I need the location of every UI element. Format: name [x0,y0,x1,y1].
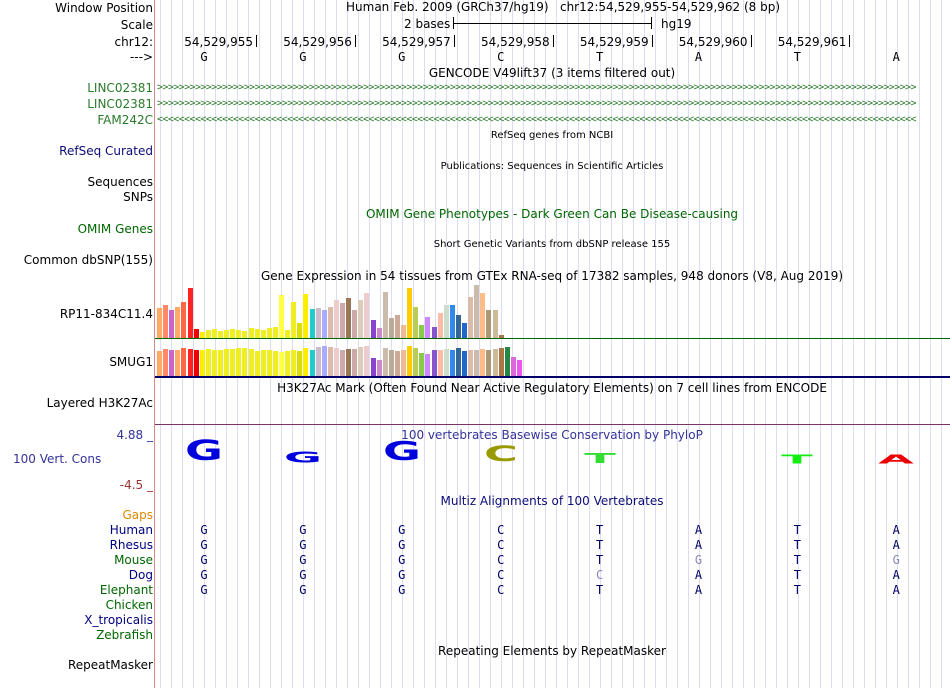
gtex-tissue-bar[interactable] [285,351,290,376]
gtex-tissue-bar[interactable] [358,347,363,376]
position-title [346,0,780,14]
multiz-track-title[interactable]: Multiz Alignments of 100 Vertebrates [440,494,664,508]
gtex-tissue-bar[interactable] [297,351,302,376]
gtex-tissue-bar[interactable] [505,347,510,376]
reference-base: A [892,50,900,64]
gtex-tissue-bar[interactable] [456,348,461,376]
phylop-base-letter: G [283,449,322,467]
gtex-tissue-bar[interactable] [517,360,522,376]
multiz-species-label[interactable]: Chicken [105,598,153,612]
strand-label: ---> [129,50,153,64]
phylop-base-letter: T [583,451,616,467]
gtex-tissue-bar[interactable] [395,315,400,338]
gtex-tissue-bar[interactable] [322,346,327,376]
assembly-name: Human Feb. 2009 (GRCh37/hg19) [346,0,549,14]
dbsnp-track-title[interactable]: Short Genetic Variants from dbSNP release 155 [433,239,671,250]
repeatmasker-label[interactable]: RepeatMasker [67,658,153,672]
reference-base: T [793,50,802,64]
gene-label-linc02381-1[interactable]: LINC02381 [87,81,153,95]
multiz-base: C [595,568,604,582]
gtex-tissue-bar[interactable] [297,323,302,338]
coordinate-label: 54,529,961 [777,35,847,49]
reference-base: G [398,50,406,64]
gtex-tissue-bar[interactable] [468,350,473,376]
reference-base: G [200,50,208,64]
h3k27ac-label[interactable]: Layered H3K27Ac [46,396,153,410]
gtex-tissue-bar[interactable] [279,352,284,376]
gtex-tissue-bar[interactable] [206,330,211,338]
gtex-tissue-bar[interactable] [230,349,235,376]
gtex-tissue-bar[interactable] [255,329,260,338]
gtex-tissue-bar[interactable] [303,348,308,376]
coordinate-label: 54,529,959 [579,35,649,49]
gtex-tissue-bar[interactable] [468,297,473,338]
gtex-tissue-bar[interactable] [157,351,162,376]
coordinate-label: 54,529,955 [184,35,253,49]
gtex-tissue-bar[interactable] [493,310,498,338]
multiz-base: A [694,538,703,552]
gtex-tissue-bar[interactable] [346,349,351,376]
multiz-base: G [299,553,307,567]
phylop-base-letter: A [878,452,915,467]
gtex-tissue-bar[interactable] [340,303,345,338]
multiz-base: A [694,568,703,582]
gtex-tissue-bar[interactable] [419,353,424,376]
multiz-base: C [497,553,505,567]
gtex-tissue-bar[interactable] [358,300,363,338]
multiz-base: A [892,538,900,552]
coordinate-tick [849,35,850,47]
gtex-tissue-bar[interactable] [169,350,174,376]
multiz-base: A [892,583,900,597]
gtex-tissue-bar[interactable] [236,330,241,338]
gtex-tissue-bar[interactable] [340,350,345,376]
gtex-tissue-bar[interactable] [194,350,199,376]
dbsnp-label[interactable]: Common dbSNP(155) [23,253,153,267]
multiz-species-label[interactable]: Mouse [114,553,153,567]
omim-track-title[interactable]: OMIM Gene Phenotypes - Dark Green Can Be Disease-causing [365,207,739,221]
multiz-base: C [497,583,505,597]
gtex-tissue-bar[interactable] [432,327,437,338]
gtex-tissue-bar[interactable] [438,313,443,338]
gtex-tissue-bar[interactable] [273,351,278,376]
gtex-tissue-bar[interactable] [474,285,479,338]
publications-track-title[interactable]: Publications: Sequences in Scientific Articles [440,161,664,172]
gtex-tissue-bar[interactable] [175,307,180,338]
multiz-base: A [694,523,703,537]
gtex-tissue-bar[interactable] [316,308,321,338]
refseq-track-title[interactable]: RefSeq genes from NCBI [490,130,614,141]
reference-base: G [299,50,307,64]
gtex-tissue-bar[interactable] [163,349,168,376]
gtex-tissue-bar[interactable] [334,300,339,338]
gtex-tissue-bar[interactable] [334,348,339,376]
multiz-base: G [398,568,406,582]
phylop-min-label: -4.5 _ [119,478,153,492]
multiz-base: T [793,568,802,582]
gtex-tissue-bar[interactable] [279,295,284,338]
multiz-base: T [595,583,604,597]
gtex-tissue-bar[interactable] [377,328,382,338]
multiz-base: A [694,583,703,597]
coordinate-tick [751,35,752,47]
gtex-tissue-bar[interactable] [212,350,217,376]
gtex-tissue-bar[interactable] [401,325,406,338]
refseq-label[interactable]: RefSeq Curated [59,144,153,158]
gtex-tissue-bar[interactable] [371,320,376,338]
coordinate-tick [355,35,356,47]
gene-label-linc02381-2[interactable]: LINC02381 [87,97,153,111]
multiz-base: C [497,523,505,537]
gtex-tissue-bar[interactable] [310,350,315,376]
gtex-tissue-bar[interactable] [322,310,327,338]
gtex-tissue-bar[interactable] [499,348,504,376]
multiz-base: C [497,538,505,552]
gtex-tissue-bar[interactable] [407,346,412,376]
gtex-tissue-bar[interactable] [456,315,461,338]
gtex-tissue-bar[interactable] [242,348,247,376]
gtex-tissue-bar[interactable] [255,351,260,376]
gtex-tissue-bar[interactable] [328,347,333,376]
phylop-base-letter: C [483,443,518,467]
gtex-tissue-bar[interactable] [267,328,272,338]
gtex-tissue-bar[interactable] [389,318,394,338]
gene-fam242c-arrows[interactable]: <<<<<<<<<<<<<<<<<<<<<<<<<<<<<<<<<<<<<<<<<<<<<<<<<<<<<<<<<<<<<<<<<<<<<<<<<<<<<<<<<<<<<<<<<<<<<<<<<<<<<<<<<<<<<<<<<<<<<<<<<<<<<<<<<<<<<<<<<<<< [157,115,916,125]
gtex-tissue-bar[interactable] [352,310,357,338]
multiz-species-label[interactable]: Human [109,523,153,537]
gene-label-fam242c[interactable]: FAM242C [97,113,153,127]
gtex-tissue-bar[interactable] [371,358,376,376]
scale-label: Scale [120,18,153,32]
gencode-track-title[interactable]: GENCODE V49lift37 (3 items filtered out) [428,66,676,80]
repeatmasker-track-title[interactable]: Repeating Elements by RepeatMasker [438,644,666,658]
coordinate-label: 54,529,957 [382,35,451,49]
gtex-tissue-bar[interactable] [401,350,406,376]
coordinate-tick [454,35,455,47]
gtex-tissue-bar[interactable] [194,329,199,338]
phylop-base-letter: G [382,437,421,468]
reference-base: T [595,50,604,64]
gtex-tissue-bar[interactable] [480,293,485,338]
gtex-tissue-bar[interactable] [218,350,223,376]
coordinate-tick [256,35,257,47]
gtex-tissue-bar[interactable] [364,346,369,376]
gtex-tissue-bar[interactable] [316,347,321,376]
gtex-tissue-bar[interactable] [249,349,254,376]
scale-text: 2 bases [404,17,451,31]
multiz-base: G [299,523,307,537]
multiz-base: G [694,553,703,567]
gtex-tissue-bar[interactable] [425,317,430,338]
multiz-species-label[interactable]: Zebrafish [96,628,153,642]
gtex-tissue-bar[interactable] [200,350,205,376]
gtex-tissue-bar[interactable] [413,348,418,376]
gtex-tissue-bar[interactable] [511,357,516,376]
multiz-species-label[interactable]: X_tropicalis [84,613,153,627]
gene-linc02381-1-arrows[interactable]: >>>>>>>>>>>>>>>>>>>>>>>>>>>>>>>>>>>>>>>>>>>>>>>>>>>>>>>>>>>>>>>>>>>>>>>>>>>>>>>>>>>>>>>>>>>>>>>>>>>>>>>>>>>>>>>>>>>>>>>>>>>>>>>>>>>>>>>>>>>> [157,83,916,93]
gtex-tissue-bar[interactable] [432,350,437,376]
multiz-base: G [200,583,208,597]
gtex-tissue-bar[interactable] [450,350,455,376]
multiz-base: G [398,583,406,597]
multiz-base: G [398,523,406,537]
gtex-tissue-bar[interactable] [407,288,412,338]
gtex-tissue-bar[interactable] [157,308,162,338]
multiz-base: G [299,583,307,597]
gtex-tissue-bar[interactable] [383,348,388,376]
multiz-base: A [892,568,900,582]
phylop-base-letter: G [185,435,223,468]
gtex-tissue-bar[interactable] [206,349,211,376]
gtex-tissue-bar[interactable] [230,329,235,338]
gtex-tissue-bar[interactable] [413,307,418,338]
multiz-base: G [200,553,208,567]
multiz-base: C [497,568,505,582]
coordinate-tick [652,35,653,47]
scale-bar-right-tick [651,17,652,29]
coordinate-label: 54,529,958 [480,35,550,49]
reference-base: A [694,50,703,64]
gtex-tissue-bar[interactable] [163,305,168,338]
gtex-tissue-bar[interactable] [291,350,296,376]
multiz-base: G [299,568,307,582]
gtex-tissue-bar[interactable] [444,305,449,338]
phylop-track-title[interactable]: 100 vertebrates Basewise Conservation by PhyloP [401,428,703,442]
h3k27ac-baseline [155,424,950,425]
gtex-tissue-bar[interactable] [486,310,491,338]
phylop-track-label[interactable]: 100 Vert. Cons [13,452,102,466]
gtex-tissue-bar[interactable] [364,293,369,338]
h3k27ac-track-title[interactable]: H3K27Ac Mark (Often Found Near Active Regulatory Elements) on 7 cell lines from ENCODE [277,381,827,395]
gtex-tissue-bar[interactable] [188,288,193,338]
gaps-label[interactable]: Gaps [122,508,153,522]
gtex-tissue-bar[interactable] [218,331,223,338]
gtex-tissue-bar[interactable] [249,328,254,338]
gtex-rp11-baseline [155,338,950,339]
gtex-tissue-bar[interactable] [474,350,479,376]
gtex-tissue-bar[interactable] [450,305,455,338]
gtex-tissue-bar[interactable] [188,349,193,376]
gtex-tissue-bar[interactable] [328,307,333,338]
gtex-smug1-baseline [155,376,950,378]
gtex-tissue-bar[interactable] [419,325,424,338]
gtex-tissue-bar[interactable] [346,298,351,338]
gtex-tissue-bar[interactable] [267,350,272,376]
reference-base: C [497,50,505,64]
scale-assembly: hg19 [661,17,692,31]
multiz-species-label[interactable]: Rhesus [109,538,153,552]
gtex-tissue-bar[interactable] [242,331,247,338]
gtex-gene-label-rp11[interactable]: RP11-834C11.4 [59,307,153,321]
phylop-base-letter: T [781,452,814,467]
scale-bar [453,23,651,24]
gtex-tissue-bar[interactable] [480,349,485,376]
gtex-tissue-bar[interactable] [175,350,180,376]
gtex-tissue-bar[interactable] [425,354,430,376]
multiz-base: T [793,523,802,537]
multiz-base: T [793,553,802,567]
gtex-track-title[interactable]: Gene Expression in 54 tissues from GTEx RNA-seq of 17382 samples, 948 donors (V8, Aug 2019) [260,269,844,283]
gtex-tissue-bar[interactable] [352,349,357,376]
multiz-base: A [892,523,900,537]
multiz-base: T [595,523,604,537]
gtex-tissue-bar[interactable] [181,348,186,376]
coordinate-label: 54,529,960 [678,35,748,49]
gtex-tissue-bar[interactable] [291,302,296,338]
gtex-tissue-bar[interactable] [303,294,308,338]
gtex-tissue-bar[interactable] [261,350,266,376]
gtex-tissue-bar[interactable] [395,351,400,376]
multiz-species-label[interactable]: Dog [128,568,153,582]
gtex-gene-label-smug1[interactable]: SMUG1 [109,355,153,369]
sequences-label[interactable]: Sequences [87,175,153,189]
position-range: chr12:54,529,955-54,529,962 (8 bp) [559,0,781,14]
snps-label[interactable]: SNPs [123,190,153,204]
gtex-tissue-bar[interactable] [236,348,241,376]
gtex-tissue-bar[interactable] [444,349,449,376]
multiz-base: G [200,523,208,537]
gtex-tissue-bar[interactable] [377,360,382,376]
multiz-base: T [793,583,802,597]
gtex-tissue-bar[interactable] [181,302,186,338]
multiz-base: T [595,538,604,552]
gtex-tissue-bar[interactable] [169,310,174,338]
gtex-tissue-bar[interactable] [493,349,498,376]
multiz-base: G [892,553,900,567]
label-panel-separator[interactable] [154,0,155,688]
window-position-label: Window Position [55,1,153,15]
gtex-tissue-bar[interactable] [438,350,443,376]
multiz-species-label[interactable]: Elephant [99,583,153,597]
gtex-tissue-bar[interactable] [462,351,467,376]
gtex-tissue-bar[interactable] [224,349,229,376]
gtex-tissue-bar[interactable] [310,309,315,338]
gtex-tissue-bar[interactable] [261,330,266,338]
gtex-tissue-bar[interactable] [383,292,388,338]
coordinate-label: 54,529,956 [283,35,352,49]
omim-label[interactable]: OMIM Genes [77,222,153,236]
multiz-base: T [595,553,604,567]
gtex-tissue-bar[interactable] [389,350,394,376]
multiz-base: G [398,553,406,567]
gene-linc02381-2-arrows[interactable]: >>>>>>>>>>>>>>>>>>>>>>>>>>>>>>>>>>>>>>>>>>>>>>>>>>>>>>>>>>>>>>>>>>>>>>>>>>>>>>>>>>>>>>>>>>>>>>>>>>>>>>>>>>>>>>>>>>>>>>>>>>>>>>>>>>>>>>>>>>>> [157,99,916,109]
gtex-tissue-bar[interactable] [212,329,217,338]
multiz-base: T [793,538,802,552]
multiz-base: G [299,538,307,552]
coordinate-tick [553,35,554,47]
gtex-tissue-bar[interactable] [224,330,229,338]
gtex-tissue-bar[interactable] [486,350,491,376]
chrom-label: chr12: [114,35,153,49]
multiz-base: G [200,568,208,582]
gtex-tissue-bar[interactable] [285,330,290,338]
multiz-base: G [398,538,406,552]
phylop-max-label: 4.88 _ [116,428,153,442]
gtex-tissue-bar[interactable] [462,323,467,338]
multiz-base: G [200,538,208,552]
gtex-tissue-bar[interactable] [273,327,278,338]
